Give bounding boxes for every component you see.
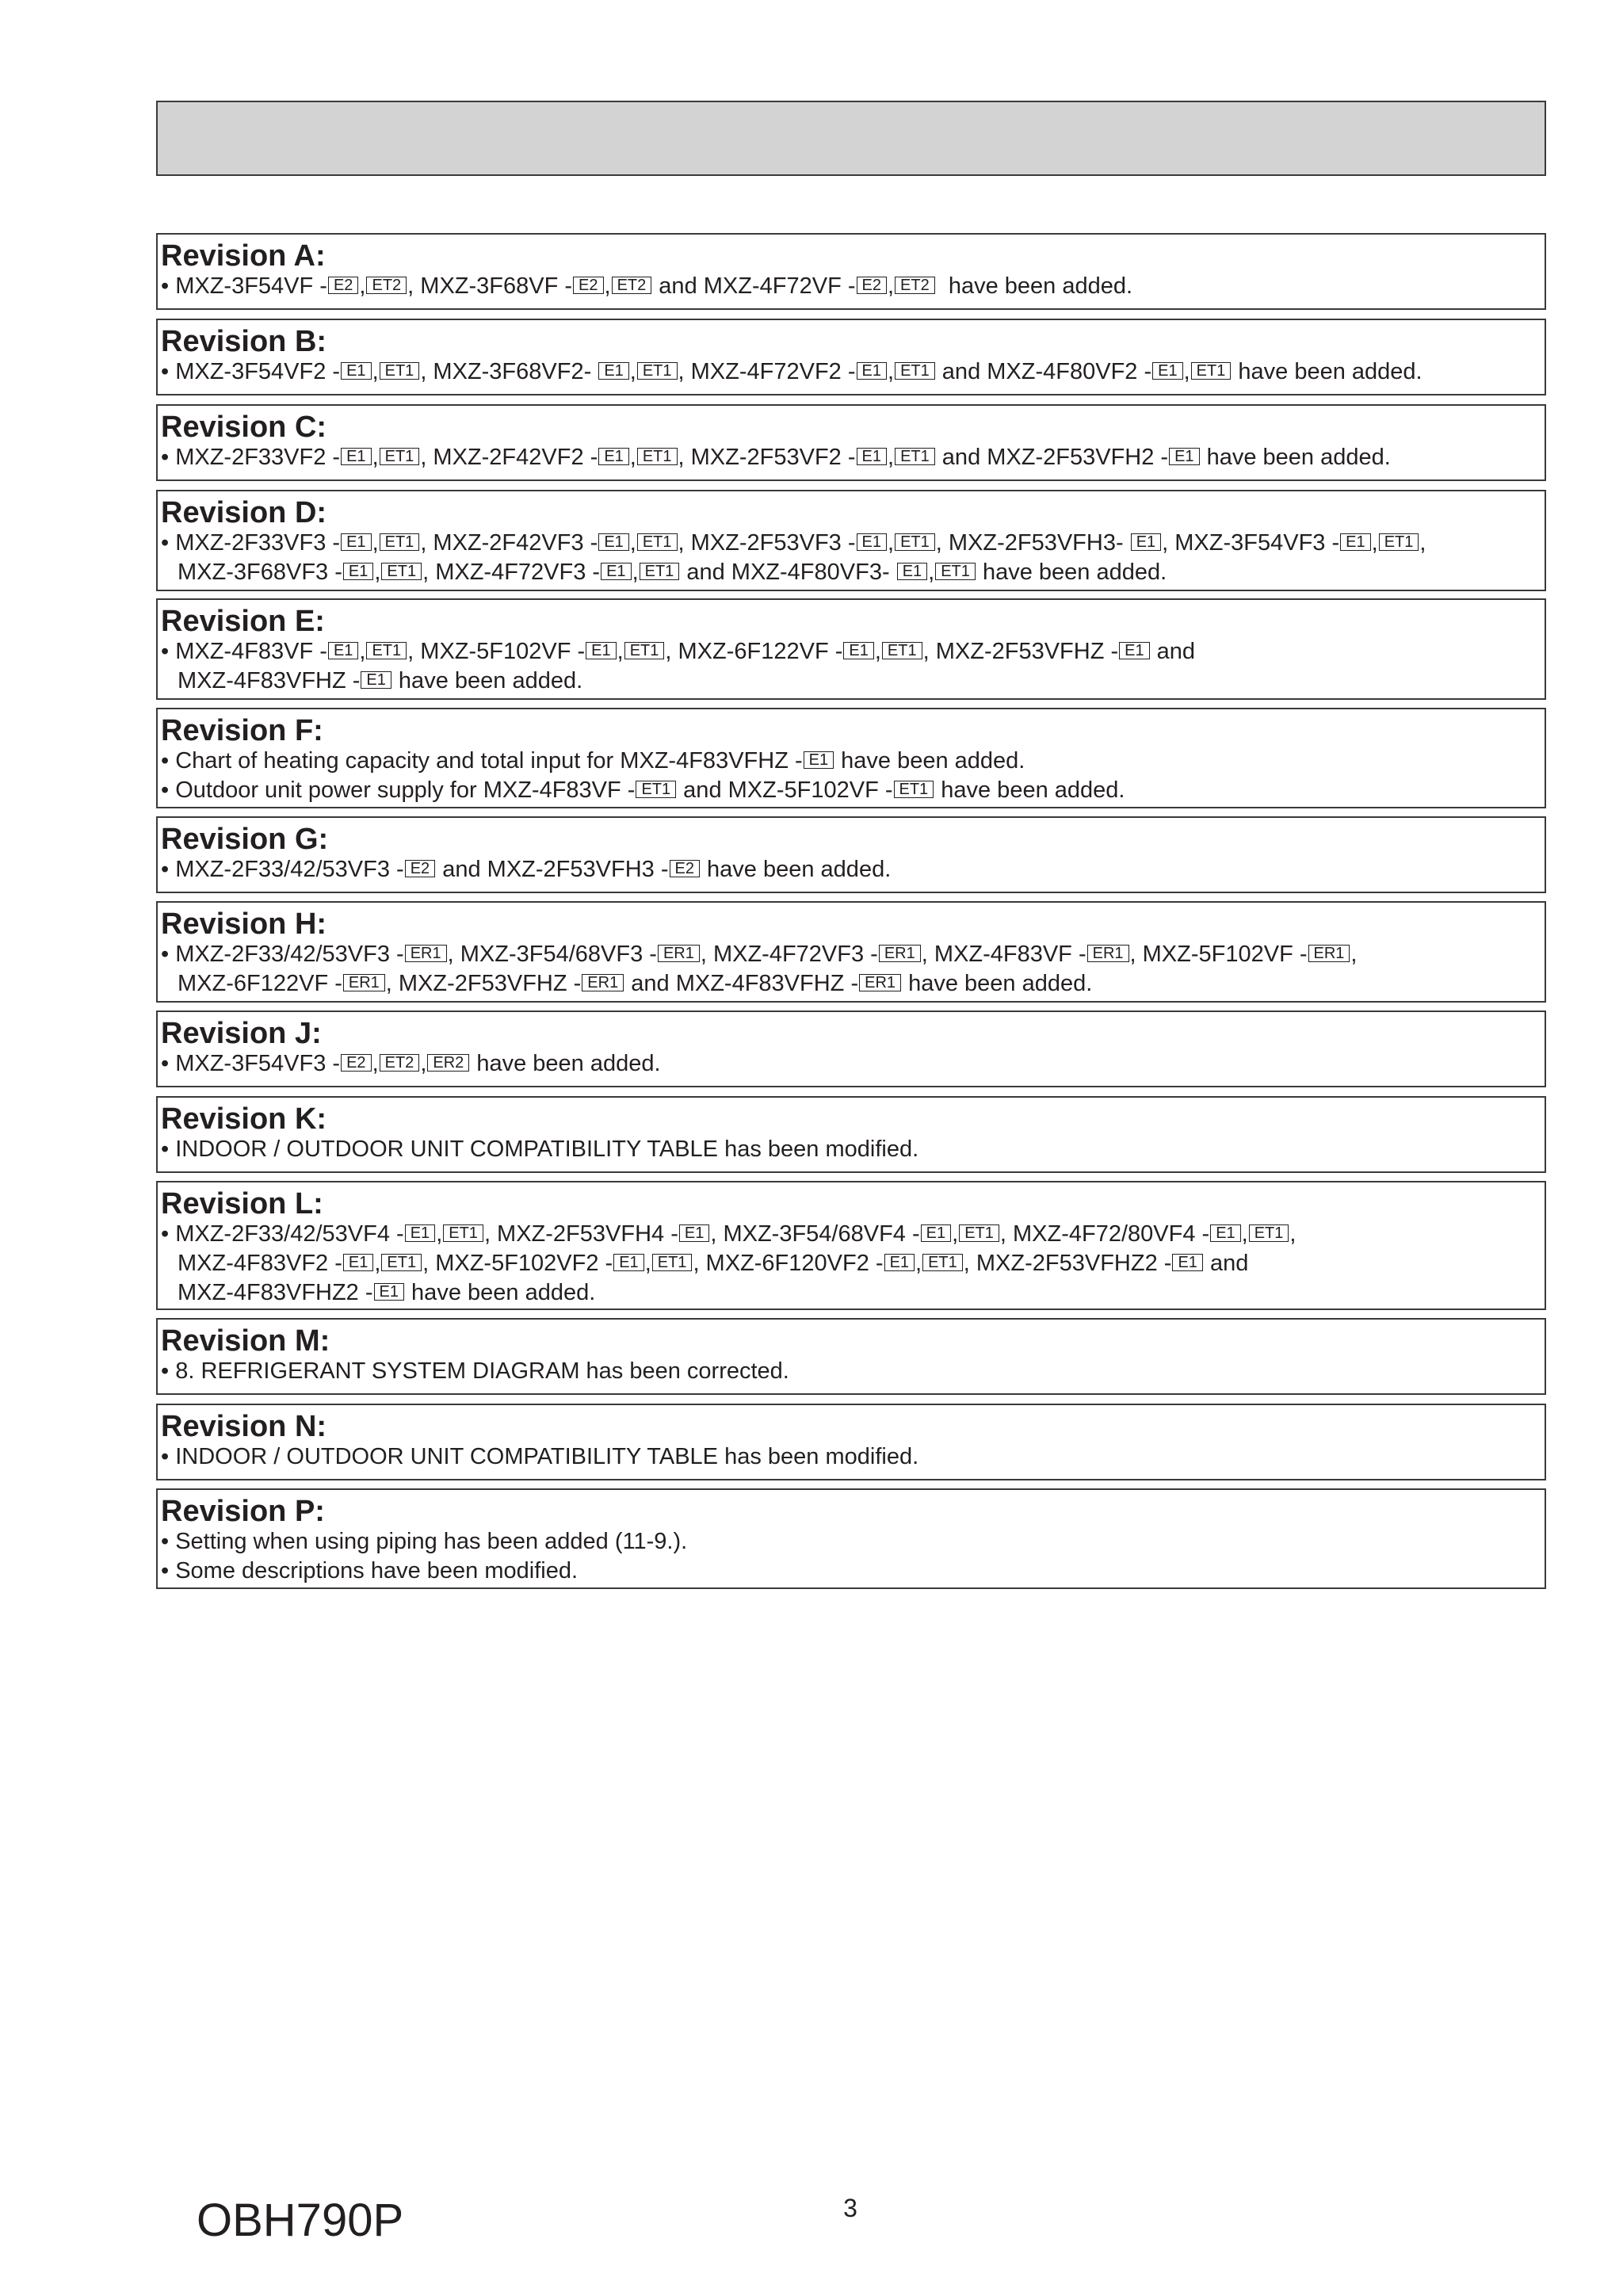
revision-text: • MXZ-3F54VF - (161, 273, 327, 299)
revision-text: , (372, 1051, 379, 1076)
revision-text: , (874, 639, 881, 664)
model-code-badge: E1 (897, 563, 927, 580)
revision-text: , (372, 530, 379, 556)
model-code-badge: ET1 (935, 563, 976, 580)
revision-text: • MXZ-2F33/42/53VF3 - (161, 942, 404, 967)
revision-text: , (617, 639, 624, 664)
revision-text: MXZ-4F83VFHZ2 - (178, 1280, 373, 1305)
model-code-badge: E1 (884, 1254, 915, 1271)
revision-box (156, 1010, 1546, 1087)
revision-text: • Setting when using piping has been added (11-9.). (161, 1529, 688, 1554)
revision-line (161, 637, 1545, 667)
revision-text: , (952, 1221, 959, 1247)
revision-title: Revision K: (161, 1102, 327, 1136)
revision-text: , (1241, 1221, 1248, 1247)
revision-title: Revision C: (161, 411, 327, 444)
model-code-badge: ET1 (895, 362, 935, 380)
model-code-badge: ET1 (380, 533, 420, 551)
model-code-badge: ET1 (637, 533, 678, 551)
model-code-badge: E1 (341, 448, 371, 465)
revision-title: Revision N: (161, 1410, 327, 1443)
revision-box (156, 319, 1546, 395)
revision-box (156, 1096, 1546, 1173)
revision-text: MXZ-3F68VF3 - (178, 560, 342, 585)
revision-box (156, 708, 1546, 808)
revision-text: , MXZ-6F120VF2 - (693, 1251, 884, 1276)
revision-title: Revision E: (161, 605, 325, 638)
revision-text: , MXZ-4F72VF3 - (700, 942, 878, 967)
model-code-badge: ET1 (624, 642, 665, 659)
model-code-badge: ET1 (894, 781, 934, 798)
revision-text: , MXZ-2F53VFH3- (935, 530, 1130, 556)
revision-text: and MXZ-4F72VF - (652, 273, 856, 299)
model-code-badge: E1 (1172, 1254, 1202, 1271)
revision-text: • MXZ-2F33VF2 - (161, 445, 341, 470)
revision-text: • INDOOR / OUTDOOR UNIT COMPATIBILITY TABLE has been modified. (161, 1137, 919, 1162)
revision-line (161, 940, 1545, 969)
revision-text: , (1371, 530, 1378, 556)
model-code-badge: ET2 (895, 277, 935, 294)
revision-text: have been added. (405, 1280, 596, 1305)
model-code-badge: E1 (1131, 533, 1161, 551)
revision-text: , MXZ-4F72/80VF4 - (999, 1221, 1210, 1247)
revision-text: , (420, 1051, 427, 1076)
model-code-badge: E1 (857, 448, 887, 465)
model-code-badge: ET2 (380, 1054, 420, 1072)
revision-text: , (629, 445, 636, 470)
revision-text: have been added. (1232, 359, 1423, 384)
model-code-badge: ET1 (381, 563, 422, 580)
model-code-badge: E1 (374, 1283, 404, 1301)
revision-box (156, 233, 1546, 310)
revision-title: Revision F: (161, 714, 323, 747)
revision-text: and (1203, 1251, 1249, 1276)
revision-title: Revision D: (161, 496, 327, 529)
model-code-badge: ET1 (652, 1254, 693, 1271)
revision-line (161, 1049, 1545, 1079)
revision-line (161, 776, 1545, 805)
model-code-badge: ER1 (658, 945, 700, 962)
revision-text: and MXZ-2F53VFH2 - (935, 445, 1169, 470)
revision-text: • MXZ-2F33VF3 - (161, 530, 341, 556)
model-code-badge: E2 (857, 277, 887, 294)
model-code-badge: E1 (405, 1224, 435, 1242)
revision-line (161, 272, 1545, 301)
revision-line (161, 357, 1545, 387)
model-code-badge: E1 (1119, 642, 1149, 659)
model-code-badge: ET1 (922, 1254, 963, 1271)
revision-text: • MXZ-3F54VF3 - (161, 1051, 341, 1076)
revision-box (156, 1181, 1546, 1310)
model-code-badge: E1 (1152, 362, 1182, 380)
revision-text: and MXZ-4F83VFHZ - (624, 971, 859, 996)
revision-line (161, 1357, 1545, 1386)
revision-title: Revision G: (161, 823, 329, 856)
model-code-badge: ER1 (879, 945, 921, 962)
revision-line (161, 747, 1545, 776)
revision-text: and MXZ-4F80VF2 - (935, 359, 1152, 384)
model-code-badge: E2 (573, 277, 603, 294)
model-code-badge: E1 (679, 1224, 709, 1242)
model-code-badge: E1 (613, 1254, 643, 1271)
page-number: 3 (843, 2194, 857, 2222)
revision-box (156, 404, 1546, 481)
revision-box (156, 901, 1546, 1003)
revision-line (161, 1249, 1545, 1278)
model-code-badge: ET1 (637, 362, 678, 380)
document-code: OBH790P (197, 2195, 404, 2246)
revision-text: • 8. REFRIGERANT SYSTEM DIAGRAM has been corrected. (161, 1358, 789, 1384)
revision-text: , (359, 639, 366, 664)
revision-text: • MXZ-2F33/42/53VF4 - (161, 1221, 404, 1247)
revision-line (161, 1527, 1545, 1557)
revision-text: , (888, 445, 895, 470)
model-code-badge: ET1 (380, 362, 420, 380)
revision-text: , MXZ-2F53VFHZ - (385, 971, 582, 996)
revision-text: , (372, 359, 379, 384)
revision-text: have been added. (834, 748, 1025, 774)
revision-line (161, 1442, 1545, 1472)
revision-text: , MXZ-2F53VFHZ - (922, 639, 1119, 664)
model-code-badge: ET1 (895, 533, 935, 551)
revision-text: have been added. (935, 273, 1133, 299)
revision-text: , MXZ-6F122VF - (665, 639, 843, 664)
revision-box (156, 598, 1546, 700)
revision-text: • MXZ-2F33/42/53VF3 - (161, 857, 404, 882)
model-code-badge: E1 (857, 362, 887, 380)
model-code-badge: E1 (361, 671, 391, 689)
model-code-badge: ET1 (636, 781, 676, 798)
model-code-badge: E1 (598, 362, 628, 380)
model-code-badge: ER1 (405, 945, 447, 962)
model-code-badge: E1 (601, 563, 631, 580)
revision-text: have been added. (391, 668, 583, 693)
model-code-badge: ET1 (1249, 1224, 1289, 1242)
revision-text: , MXZ-4F83VF - (921, 942, 1086, 967)
revision-line (161, 667, 1545, 696)
revision-text: , MXZ-5F102VF2 - (422, 1251, 613, 1276)
revision-text: , (629, 359, 636, 384)
revision-text: , MXZ-2F53VF3 - (678, 530, 856, 556)
revision-text: , (436, 1221, 443, 1247)
revision-text: , (374, 560, 381, 585)
revision-text: and (1150, 639, 1196, 664)
revision-text: , (359, 273, 366, 299)
model-code-badge: ET1 (895, 448, 935, 465)
model-code-badge: E1 (341, 533, 371, 551)
revision-text: have been added. (934, 777, 1125, 803)
revision-text: have been added. (470, 1051, 661, 1076)
model-code-badge: E1 (921, 1224, 951, 1242)
model-code-badge: ET1 (1379, 533, 1419, 551)
model-code-badge: E2 (405, 860, 435, 877)
header-bar (156, 101, 1546, 176)
model-code-badge: ER2 (427, 1054, 469, 1072)
revision-text: , MXZ-3F54/68VF4 - (710, 1221, 920, 1247)
model-code-badge: E2 (341, 1054, 371, 1072)
model-code-badge: E1 (1169, 448, 1199, 465)
model-code-badge: E1 (843, 642, 873, 659)
revision-text: , (1183, 359, 1190, 384)
model-code-badge: ET2 (612, 277, 652, 294)
revision-text: , (1419, 530, 1426, 556)
model-code-badge: ET1 (366, 642, 407, 659)
revision-text: have been added. (976, 560, 1167, 585)
revision-text: and MXZ-4F80VF3- (680, 560, 896, 585)
revision-text: , (1350, 942, 1358, 967)
revision-box (156, 816, 1546, 893)
revision-line (161, 529, 1545, 558)
revision-text: , (629, 530, 636, 556)
revision-text: , (928, 560, 935, 585)
revision-text: , MXZ-2F42VF3 - (420, 530, 598, 556)
revision-line (161, 1278, 1545, 1308)
revision-text: have been added. (902, 971, 1093, 996)
revision-text: • INDOOR / OUTDOOR UNIT COMPATIBILITY TABLE has been modified. (161, 1444, 919, 1469)
revision-title: Revision P: (161, 1495, 325, 1528)
revision-box (156, 1318, 1546, 1395)
model-code-badge: ET2 (366, 277, 407, 294)
revision-text: MXZ-4F83VFHZ - (178, 668, 361, 693)
revision-title: Revision A: (161, 239, 326, 273)
model-code-badge: E1 (343, 563, 373, 580)
revision-text: , (644, 1251, 651, 1276)
revision-text: and MXZ-2F53VFH3 - (436, 857, 669, 882)
revision-text: MXZ-6F122VF - (178, 971, 342, 996)
revision-text: , MXZ-2F53VFHZ2 - (963, 1251, 1172, 1276)
model-code-badge: ET1 (882, 642, 922, 659)
revision-text: , MXZ-4F72VF2 - (678, 359, 856, 384)
revision-box (156, 490, 1546, 591)
revision-text: and MXZ-5F102VF - (677, 777, 893, 803)
revision-text: , (632, 560, 639, 585)
revision-line (161, 1220, 1545, 1249)
model-code-badge: E1 (1210, 1224, 1240, 1242)
revision-box (156, 1488, 1546, 1589)
revision-text: , (888, 359, 895, 384)
model-code-badge: ET1 (637, 448, 678, 465)
model-code-badge: ET1 (1191, 362, 1232, 380)
model-code-badge: ER1 (582, 974, 624, 991)
model-code-badge: ET1 (959, 1224, 999, 1242)
revision-line (161, 443, 1545, 472)
revision-text: , (604, 273, 611, 299)
model-code-badge: E1 (341, 362, 371, 380)
revision-text: , MXZ-4F72VF3 - (422, 560, 601, 585)
revision-title: Revision J: (161, 1017, 322, 1050)
revision-text: , MXZ-3F68VF - (407, 273, 573, 299)
revision-text: , MXZ-2F42VF2 - (420, 445, 598, 470)
revision-title: Revision M: (161, 1324, 330, 1358)
revision-text: • Chart of heating capacity and total input for MXZ-4F83VFHZ - (161, 748, 803, 774)
revision-text: , (887, 273, 895, 299)
model-code-badge: ET1 (381, 1254, 422, 1271)
model-code-badge: ER1 (1308, 945, 1350, 962)
revision-text: have been added. (1200, 445, 1391, 470)
model-code-badge: ET1 (443, 1224, 483, 1242)
revision-text: have been added. (700, 857, 892, 882)
model-code-badge: E1 (857, 533, 887, 551)
revision-text: • Outdoor unit power supply for MXZ-4F83VF - (161, 777, 636, 803)
model-code-badge: E1 (343, 1254, 373, 1271)
model-code-badge: E1 (598, 448, 628, 465)
revision-text: , MXZ-3F54/68VF3 - (447, 942, 657, 967)
revision-text: • Some descriptions have been modified. (161, 1558, 579, 1584)
model-code-badge: ET1 (640, 563, 680, 580)
revision-text: , (915, 1251, 922, 1276)
revision-line (161, 1135, 1545, 1164)
model-code-badge: E1 (586, 642, 616, 659)
model-code-badge: ER1 (859, 974, 901, 991)
revision-text: , (888, 530, 895, 556)
revision-text: MXZ-4F83VF2 - (178, 1251, 342, 1276)
revision-text: • MXZ-3F54VF2 - (161, 359, 341, 384)
model-code-badge: E2 (328, 277, 358, 294)
model-code-badge: ET1 (380, 448, 420, 465)
revision-text: , MXZ-2F53VFH4 - (483, 1221, 678, 1247)
revision-text: , (372, 445, 379, 470)
revision-text: • MXZ-4F83VF - (161, 639, 327, 664)
revision-box (156, 1404, 1546, 1480)
model-code-badge: ER1 (343, 974, 385, 991)
model-code-badge: E1 (328, 642, 358, 659)
model-code-badge: E1 (804, 751, 834, 769)
revision-text: , (374, 1251, 381, 1276)
revision-line (161, 558, 1545, 587)
model-code-badge: E2 (670, 860, 700, 877)
revision-title: Revision L: (161, 1187, 323, 1221)
revision-text: , (1289, 1221, 1296, 1247)
revision-title: Revision B: (161, 325, 327, 358)
revision-text: , MXZ-2F53VF2 - (678, 445, 856, 470)
revision-line (161, 1557, 1545, 1586)
revision-text: , MXZ-3F54VF3 - (1162, 530, 1340, 556)
revision-line (161, 855, 1545, 884)
model-code-badge: ER1 (1087, 945, 1129, 962)
model-code-badge: E1 (598, 533, 628, 551)
model-code-badge: E1 (1340, 533, 1370, 551)
revision-title: Revision H: (161, 907, 327, 941)
revision-text: , MXZ-5F102VF - (407, 639, 586, 664)
revision-text: , MXZ-5F102VF - (1129, 942, 1308, 967)
revision-text: , MXZ-3F68VF2- (420, 359, 598, 384)
revision-line (161, 969, 1545, 999)
